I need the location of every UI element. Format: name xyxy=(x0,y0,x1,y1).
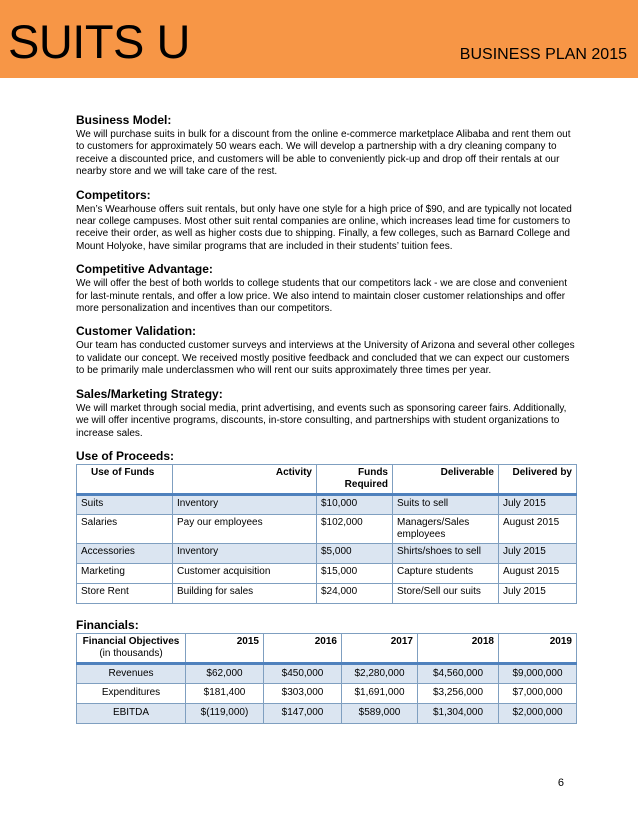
table-header-row xyxy=(77,633,577,663)
page-number: 6 xyxy=(557,777,564,789)
header-cell: Use of Funds xyxy=(77,464,173,494)
table-cell: Revenues xyxy=(77,663,186,683)
header-cell: Activity xyxy=(173,464,317,494)
header-cell: Funds Required xyxy=(317,464,393,494)
table-cell: August 2015 xyxy=(499,514,577,543)
section-title: Business Model: xyxy=(76,113,172,127)
plan-title: BUSINESS PLAN 2015 xyxy=(459,46,627,63)
table-cell: Managers/Sales employees xyxy=(393,514,499,543)
table-cell: Building for sales xyxy=(173,583,317,603)
table-cell: EBITDA xyxy=(77,703,186,723)
table-cell: $7,000,000 xyxy=(499,683,577,703)
table-cell: Pay our employees xyxy=(173,514,317,543)
header-cell: Delivered by xyxy=(499,464,577,494)
table-cell: $450,000 xyxy=(264,663,342,683)
table-cell: $62,000 xyxy=(186,663,264,683)
section-title: Competitive Advantage: xyxy=(76,262,213,277)
table-cell: August 2015 xyxy=(499,563,577,583)
proceeds-title: Use of Proceeds: xyxy=(76,448,175,463)
header-cell: 2015 xyxy=(186,633,264,663)
table-cell: Store Rent xyxy=(77,583,173,603)
table-row xyxy=(77,514,577,543)
header-banner xyxy=(0,0,638,78)
table-row xyxy=(77,494,577,514)
page-content xyxy=(76,113,576,724)
table-cell: $2,000,000 xyxy=(499,703,577,723)
financials-table xyxy=(76,633,577,724)
table-row xyxy=(77,583,577,603)
table-cell: $147,000 xyxy=(264,703,342,723)
table-cell: Accessories xyxy=(77,543,173,563)
section-sales-marketing xyxy=(76,387,576,440)
table-cell: $4,560,000 xyxy=(418,663,499,683)
header-cell: 2019 xyxy=(499,633,577,663)
table-row xyxy=(77,543,577,563)
section-text: We will market through social media, print advertising, and events such as sponsoring career fairs. Additionally, we will offer incentive programs, discounts, in-store consulting, and partnerships with student organizations to increase sales. xyxy=(76,402,567,439)
table-cell: $102,000 xyxy=(317,514,393,543)
table-cell: $(119,000) xyxy=(186,703,264,723)
section-text: We will purchase suits in bulk for a discount from the online e-commerce marketplace Alibaba and rent them out to customers for approximately 50 wears each. We will develop a partnership with a dry cleaning company to receive a discounted price, and customers will be able to conveniently pick-up and drop off their rentals at our nearby store and we will take care of the rest. xyxy=(76,129,571,178)
table-cell: Customer acquisition xyxy=(173,563,317,583)
section-title: Competitors: xyxy=(76,187,151,202)
table-row xyxy=(77,683,577,703)
table-row xyxy=(77,703,577,723)
table-cell: $181,400 xyxy=(186,683,264,703)
table-cell: $3,256,000 xyxy=(418,683,499,703)
section-title: Customer Validation: xyxy=(76,324,197,339)
table-cell: Inventory xyxy=(173,543,317,563)
table-cell: $9,000,000 xyxy=(499,663,577,683)
table-cell: Salaries xyxy=(77,514,173,543)
section-competitive-advantage xyxy=(76,262,576,315)
table-cell: $15,000 xyxy=(317,563,393,583)
table-cell: $1,691,000 xyxy=(342,683,418,703)
table-cell: Expenditures xyxy=(77,683,186,703)
table-cell: July 2015 xyxy=(499,494,577,514)
section-business-model xyxy=(76,113,576,179)
table-cell: Shirts/shoes to sell xyxy=(393,543,499,563)
table-cell: Capture students xyxy=(393,563,499,583)
brand-title: SUITS U xyxy=(8,15,190,68)
table-row xyxy=(77,563,577,583)
table-cell: July 2015 xyxy=(499,583,577,603)
financials-title: Financials: xyxy=(76,617,139,632)
header-cell xyxy=(77,633,186,663)
table-cell: $10,000 xyxy=(317,494,393,514)
table-row xyxy=(77,663,577,683)
table-cell: $5,000 xyxy=(317,543,393,563)
table-cell: Inventory xyxy=(173,494,317,514)
table-cell: Store/Sell our suits xyxy=(393,583,499,603)
proceeds-table xyxy=(76,464,577,604)
table-cell: July 2015 xyxy=(499,543,577,563)
table-cell: $1,304,000 xyxy=(418,703,499,723)
section-competitors xyxy=(76,188,576,254)
section-text: Our team has conducted customer surveys and interviews at the University of Arizona and several other colleges to validate our concept. We received mostly positive feedback and concluded that we can expect our customers to be primarily male underclassmen who will rent our suits approximately three times per year. xyxy=(76,340,575,377)
financial-objectives-label: Financial Objectives xyxy=(82,635,180,647)
table-cell: Suits to sell xyxy=(393,494,499,514)
header-cell: Deliverable xyxy=(393,464,499,494)
section-text: Men’s Wearhouse offers suit rentals, but only have one style for a high price of $90, and are typically not located near college campuses. Most other suit rental companies are online, which increases lead time for customers to receive their order, as well as higher costs due to shipping. Finally, a few colleges, such as Barnard College and Mount Holyoke, have similar programs that are included in their students’ tuition fees. xyxy=(76,203,572,252)
header-cell: 2017 xyxy=(342,633,418,663)
section-title: Sales/Marketing Strategy: xyxy=(76,386,223,401)
financial-units-label: (in thousands) xyxy=(99,647,163,659)
table-cell: Marketing xyxy=(77,563,173,583)
section-text: We will offer the best of both worlds to college students that our competitors lack - we are close and convenient for last-minute rentals, and offer a low price. We also intend to maintain closer customer relationships and offer more personalization and incentives than our competitors. xyxy=(76,278,568,315)
header-cell: 2018 xyxy=(418,633,499,663)
table-cell: $303,000 xyxy=(264,683,342,703)
table-cell: Suits xyxy=(77,494,173,514)
header-cell: 2016 xyxy=(264,633,342,663)
section-customer-validation xyxy=(76,324,576,377)
table-cell: $2,280,000 xyxy=(342,663,418,683)
table-header-row xyxy=(77,464,577,494)
table-cell: $589,000 xyxy=(342,703,418,723)
table-cell: $24,000 xyxy=(317,583,393,603)
